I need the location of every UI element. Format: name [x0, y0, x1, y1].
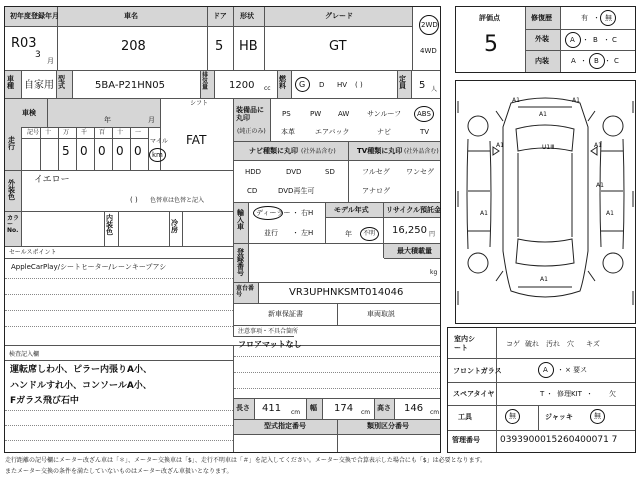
- diagram-mark-9: A1: [606, 210, 614, 217]
- car-name-value: 208: [121, 39, 146, 54]
- front-glass-a: A: [543, 366, 548, 374]
- mileage-km-unit: km: [152, 151, 163, 159]
- equipment-item: エアバック: [315, 128, 350, 136]
- grade-label: グレード: [325, 12, 353, 20]
- footer-line1: 走行距離の記号欄にメーター改ざん車は「＊」、メーター交換車は「$」、走行不明車は「＃」を記入してください。メーター交換で合算表示した場合にも「$」は必要となります。: [5, 457, 487, 464]
- mileage-col-divider: [94, 128, 95, 170]
- tools-none: 無: [509, 412, 516, 420]
- type-cert-label: 型式指定番号: [264, 422, 306, 430]
- mileage-digit: 0: [98, 144, 106, 158]
- diagram-mark-3: A1: [539, 111, 547, 118]
- disp-label: 排気量: [202, 72, 209, 91]
- chassis-value: VR3UPHNKSMT014046: [289, 287, 404, 298]
- spare-kit: 修理KIT: [557, 390, 582, 398]
- equipment-item: ABS: [417, 110, 431, 118]
- mileage-mile-unit: マイル: [150, 138, 168, 145]
- interior-dot-1: ・: [580, 57, 587, 65]
- recycle-value: 16,250: [392, 225, 427, 236]
- max-load-unit: kg: [430, 269, 438, 276]
- exterior-dot-2: ・: [603, 36, 610, 44]
- notes-label: 注意事項・不具合箇所: [238, 328, 299, 335]
- equipment-item: TV: [420, 128, 430, 136]
- front-glass-label: フロントガラス: [453, 367, 502, 375]
- import-dot-1: ・: [292, 209, 299, 217]
- diagram-mark-8: A1: [480, 210, 488, 217]
- first-reg-era: R03: [11, 36, 37, 51]
- recycle-unit: 円: [429, 231, 436, 238]
- width-value: 174: [334, 403, 354, 414]
- tv-oneseg: ワンセグ: [406, 168, 434, 176]
- exterior-b: B: [593, 36, 598, 44]
- height-value: 146: [404, 403, 424, 414]
- class-label: 車種: [7, 75, 14, 90]
- mgmt-value: 0393900015260400071 7: [500, 435, 618, 445]
- mileage-col-divider: [112, 128, 113, 170]
- capacity-value: 5: [419, 80, 426, 91]
- mileage-digit: 0: [80, 144, 88, 158]
- import-dealer: ディーラー: [256, 209, 291, 217]
- navi-dvd: DVD: [286, 168, 302, 176]
- repair-none: 無: [605, 14, 612, 22]
- model-year-unknown: 不明: [363, 230, 376, 237]
- fuel-label: 燃料: [279, 75, 286, 90]
- color-no-label: カラーNo.: [7, 215, 20, 234]
- inspection-month-unit: 月: [148, 116, 155, 124]
- class-value: 自家用: [24, 80, 54, 91]
- length-label: 長さ: [236, 404, 250, 412]
- room-seat-item: 破れ: [525, 340, 539, 348]
- length-value: 411: [262, 403, 282, 414]
- shift-value: FAT: [186, 133, 207, 147]
- fuel-paren: ( ): [355, 81, 363, 89]
- repair-label: 修復歴: [531, 14, 552, 22]
- mileage-unit-label: 千: [81, 129, 88, 136]
- exterior-label: 外装: [535, 35, 549, 43]
- mileage-digit: 0: [134, 144, 142, 158]
- new-car-warranty: 新車保証書: [268, 310, 303, 318]
- jack-label: ジャッキ: [545, 413, 573, 421]
- model-value: 5BA-P21HN05: [95, 80, 165, 91]
- model-year-unit: 年: [345, 230, 352, 238]
- mileage-digit: 0: [116, 144, 124, 158]
- room-seat-item: コゲ: [506, 340, 520, 348]
- drive-4wd: 4WD: [420, 47, 437, 55]
- capacity-unit: 人: [431, 86, 438, 93]
- import-parallel: 並行: [264, 229, 278, 237]
- capacity-label: 定員: [399, 75, 406, 90]
- length-unit: cm: [291, 409, 301, 416]
- exterior-dot-1: ・: [582, 36, 589, 44]
- class-no-label: 類別区分番号: [367, 422, 409, 430]
- spare-t: T: [540, 390, 545, 398]
- equipment-item: AW: [338, 110, 350, 118]
- height-label: 高さ: [377, 404, 391, 412]
- mileage-col-divider: [130, 128, 131, 170]
- import-dot-2: ・: [292, 229, 299, 237]
- navi-label: ナビ種類に丸印: [249, 147, 298, 155]
- first-reg-month: 3: [35, 50, 41, 60]
- mileage-unit-label: 十: [45, 129, 52, 136]
- color-value: イエロー: [34, 175, 70, 185]
- mileage-unit-label: 記号: [27, 129, 40, 136]
- vehicle-manual: 車両取説: [367, 310, 395, 318]
- mgmt-label: 管理番号: [452, 436, 480, 444]
- spare-dot-2: ・: [586, 390, 593, 398]
- sales-point-line1: AppleCarPlay/シートヒーター/レーンキープアシ: [11, 263, 167, 271]
- sales-point-label: セールスポイント: [9, 249, 57, 256]
- inspector-line-3: Fガラス飛び石中: [10, 396, 79, 406]
- mileage-unit-label: 百: [99, 129, 106, 136]
- import-label: 輸入車: [237, 209, 244, 231]
- interior-c: C: [614, 57, 619, 65]
- footer-line2: またメーター交換の条件を満たしていないものはメーター改ざん車扱いとなります。: [5, 468, 233, 475]
- repair-yes: 有: [581, 14, 588, 22]
- diagram-mark-6: U1Ⅲ: [542, 144, 555, 151]
- model-label: 型式: [58, 75, 65, 90]
- shape-value: HB: [239, 39, 258, 54]
- model-year-label: モデル年式: [334, 206, 369, 214]
- mileage-header-divider: [22, 138, 148, 139]
- diagram-mark-7: A1: [596, 182, 604, 189]
- width-label: 幅: [310, 404, 317, 412]
- disp-unit: cc: [264, 85, 271, 92]
- color-label: 外装色: [8, 179, 15, 201]
- color-paren: ( ): [130, 196, 138, 204]
- first-reg-label: 初年度登録年月: [10, 12, 59, 20]
- inspection-year-unit: 年: [104, 116, 111, 124]
- shape-label: 形状: [240, 12, 254, 20]
- mileage-unit-label: 一: [135, 129, 142, 136]
- mileage-col-divider: [58, 128, 59, 170]
- spare-dot-1: ・: [546, 390, 553, 398]
- grade-value: GT: [329, 39, 347, 54]
- equipment-item: サンルーフ: [367, 110, 402, 118]
- interior-color-label: 内装色: [106, 214, 113, 236]
- diagram-mark-2: A1: [572, 97, 580, 104]
- mileage-col-divider: [40, 128, 41, 170]
- inspector-line-1: 運転席しわ小、ピラー内張りA小、: [10, 365, 152, 375]
- tv-fullseg: フルセグ: [362, 168, 390, 176]
- repair-dot: ・: [593, 14, 600, 22]
- exterior-c: C: [612, 36, 617, 44]
- navi-cd: CD: [247, 187, 258, 195]
- disp-value: 1200: [229, 80, 255, 91]
- exterior-a: A: [570, 36, 575, 44]
- width-unit: cm: [361, 409, 371, 416]
- tools-label: 工具: [458, 413, 472, 421]
- tv-sublabel: (社外品含む): [404, 148, 439, 155]
- interior-label: 内装: [535, 57, 549, 65]
- mileage-unit-label: 十: [117, 129, 124, 136]
- import-left-h: 左H: [301, 229, 314, 237]
- spare-label: スペアタイヤ: [453, 390, 495, 398]
- equipment-abs-circle: [414, 106, 434, 122]
- shift-label: シフト: [190, 100, 209, 107]
- import-right-h: 右H: [301, 209, 314, 217]
- diagram-mark-5: A1: [594, 142, 602, 149]
- room-seat-item: 穴: [567, 340, 574, 348]
- diagram-mark-4: A1: [496, 142, 504, 149]
- score-value: 5: [484, 32, 498, 57]
- mileage-col-divider: [76, 128, 77, 170]
- tv-analog: アナログ: [362, 187, 390, 195]
- color-note: 色替車は色替と記入: [150, 197, 205, 204]
- tv-label: TV種類に丸印: [357, 147, 403, 155]
- mileage-unit-label: 万: [63, 129, 70, 136]
- equipment-item: 本革: [281, 128, 295, 136]
- fuel-d: D: [319, 81, 325, 89]
- equipment-item: PS: [282, 110, 291, 118]
- equipment-item: PW: [310, 110, 322, 118]
- mileage-col-divider: [148, 128, 149, 170]
- door-value: 5: [215, 39, 224, 54]
- max-load-label: 最大積載量: [397, 247, 432, 255]
- car-diagram: [456, 81, 635, 323]
- navi-hdd: HDD: [245, 168, 262, 176]
- room-seat-item: キズ: [586, 340, 600, 348]
- month-unit: 月: [47, 57, 54, 65]
- diagram-mark-10: A1: [540, 276, 548, 283]
- score-label: 評価点: [479, 14, 500, 22]
- chassis-label: 車台番号: [236, 285, 255, 298]
- front-glass-dot: ・: [557, 366, 564, 374]
- jack-none: 無: [594, 412, 601, 420]
- door-label: ドア: [213, 12, 227, 20]
- navi-sd: SD: [325, 168, 335, 176]
- navi-dvd-play: DVD再生可: [278, 187, 315, 195]
- diagram-mark-1: A1: [512, 97, 520, 104]
- room-seat-item: 汚れ: [546, 340, 560, 348]
- equipment-label: 装備品に丸印: [236, 106, 264, 123]
- inspector-label: 検査記入欄: [9, 351, 40, 358]
- car-name-label: 車名: [124, 12, 138, 20]
- equipment-item: ナビ: [377, 128, 391, 136]
- fuel-hv: HV: [337, 81, 348, 89]
- drive-2wd: 2WD: [421, 21, 438, 29]
- fuel-g: G: [299, 80, 306, 89]
- front-glass-x: × 要ス: [565, 366, 588, 374]
- navi-sublabel: (社外品含む): [301, 148, 336, 155]
- mileage-digit: 5: [62, 144, 70, 158]
- room-seat-label: 室内シート: [454, 335, 475, 353]
- interior-dot-2: ・: [604, 57, 611, 65]
- inspector-line-2: ハンドルすれ小、コンソールA小、: [10, 381, 152, 391]
- rug-label: 冷房: [171, 219, 178, 234]
- height-unit: cm: [430, 409, 440, 416]
- plate-label: 登録番号: [237, 248, 244, 277]
- equipment-sublabel: (純正のみ): [237, 128, 266, 135]
- inspection-label: 車検: [22, 109, 36, 117]
- interior-a: A: [571, 57, 576, 65]
- interior-b: B: [594, 57, 599, 65]
- notes-line1: フロアマットなし: [238, 340, 302, 349]
- spare-none: 欠: [609, 390, 616, 398]
- recycle-label: リサイクル預託金: [386, 206, 442, 214]
- mileage-label: 走行: [8, 136, 15, 151]
